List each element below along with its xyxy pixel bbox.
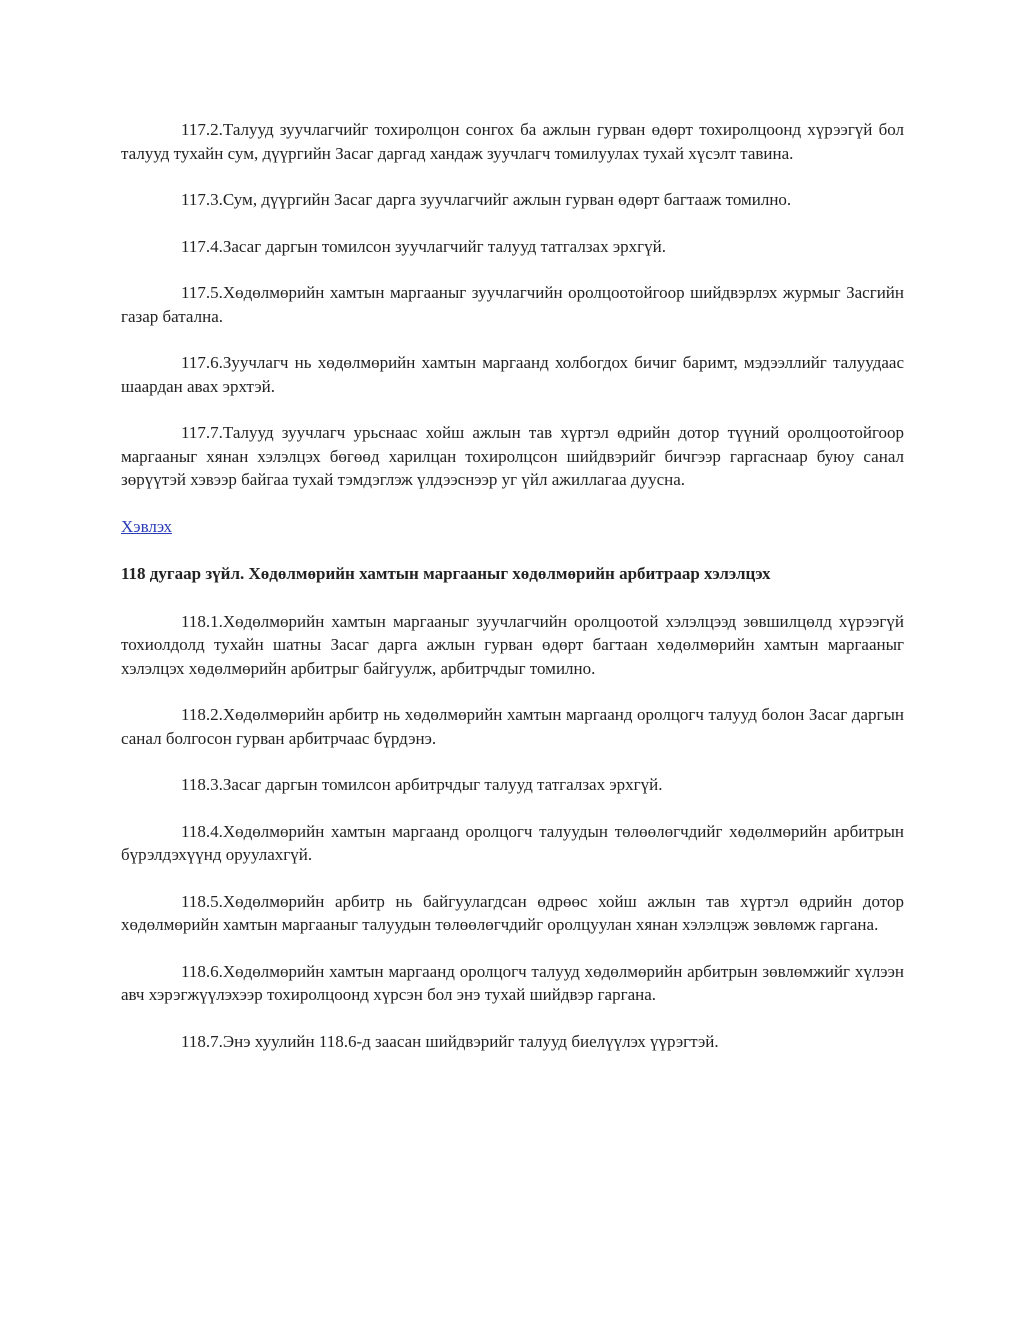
paragraph-117-2: 117.2.Талууд зуучлагчийг тохиролцон сонгох ба ажлын гурван өдөрт тохиролцоонд хүрээгүй бол талууд тухайн сум, дүүргийн Засаг даргад хандаж зуучлагч томилуулах тухай хүсэлт тавина. [121, 120, 904, 163]
paragraph-118-2: 118.2.Хөдөлмөрийн арбитр нь хөдөлмөрийн хамтын маргаанд оролцогч талууд болон Засаг даргын санал болгосон гурван арбитрчаас бүрдэнэ. [121, 705, 904, 748]
print-link[interactable]: Хэвлэх [121, 516, 172, 536]
article-118-heading: 118 дугаар зүйл. Хөдөлмөрийн хамтын маргааныг хөдөлмөрийн арбитраар хэлэлцэх [121, 564, 771, 583]
paragraph-118-5: 118.5.Хөдөлмөрийн арбитр нь байгуулагдсан өдрөөс хойш ажлын тав хүртэл өдрийн дотор хөдөлмөрийн хамтын маргааныг талуудын төлөөлөгчдийг оролцуулан хянан хэлэлцэж зөвлөмж гаргана. [121, 891, 904, 934]
paragraph-117-3: 117.3.Сум, дүүргийн Засаг дарга зуучлагчийг ажлын гурван өдөрт багтааж томилно. [181, 190, 792, 209]
paragraph-118-1: 118.1.Хөдөлмөрийн хамтын маргааныг зуучлагчийн оролцоотой хэлэлцээд зөвшилцөлд хүрээгүй тохиолдолд тухайн шатны Засаг дарга ажлын гурван өдөрт багтаан хөдөлмөрийн хамтын маргааныг хэлэлцэх хөдөлмөрийн арбитрыг байгуулж, арбитрчдыг томилно. [121, 611, 904, 678]
paragraph-117-6: 117.6.Зуучлагч нь хөдөлмөрийн хамтын маргаанд холбогдох бичиг баримт, мэдээллийг талуудаас шаардан авах эрхтэй. [121, 353, 904, 396]
paragraph-118-7: 118.7.Энэ хуулийн 118.6-д заасан шийдвэрийг талууд биелүүлэх үүрэгтэй. [181, 1031, 719, 1051]
paragraph-118-3: 118.3.Засаг даргын томилсон арбитрчдыг талууд татгалзах эрхгүй. [181, 775, 663, 794]
paragraph-118-4: 118.4.Хөдөлмөрийн хамтын маргаанд оролцогч талуудын төлөөлөгчдийг хөдөлмөрийн арбитрын бүрэлдэхүүнд оруулахгүй. [121, 821, 904, 864]
paragraph-117-7: 117.7.Талууд зуучлагч урьснаас хойш ажлын тав хүртэл өдрийн дотор түүний оролцоотойгоор маргааныг хянан хэлэлцэх бөгөөд харилцан тохиролцсон шийдвэрийг бичгээр гаргаснаар буюу санал зөрүүтэй хэвээр байгаа тухай тэмдэглэж үлдээснээр уг үйл ажиллагаа дуусна. [121, 423, 904, 489]
paragraph-117-4: 117.4.Засаг даргын томилсон зуучлагчийг талууд татгалзах эрхгүй. [181, 236, 666, 256]
paragraph-117-5: 117.5.Хөдөлмөрийн хамтын маргааныг зуучлагчийн оролцоотойгоор шийдвэрлэх журмыг Засгийн газар батална. [121, 283, 904, 326]
document-body [121, 118, 904, 1076]
paragraph-118-6: 118.6.Хөдөлмөрийн хамтын маргаанд оролцогч талууд хөдөлмөрийн арбитрын зөвлөмжийг хүлээн авч хэрэгжүүлэхээр тохиролцоонд хүрсэн бол энэ тухай шийдвэр гаргана. [121, 961, 904, 1004]
